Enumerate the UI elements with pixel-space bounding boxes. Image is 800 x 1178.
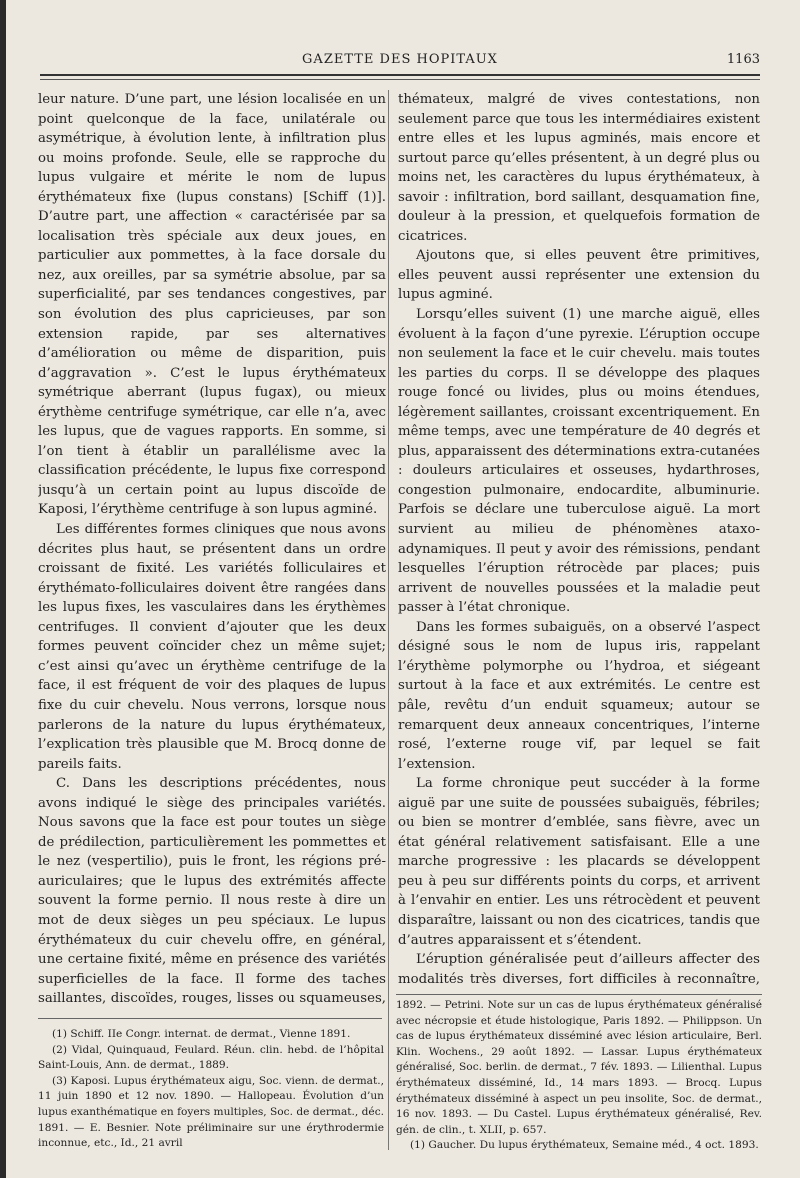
footnote: 1892. — Petrini. Note sur un cas de lupus érythémateux généralisé avec nécropsie et étude histologique, Paris 1892. — Philippson. Un cas de lupus érythémateux disséminé avec lésion articulaire, Berl. Klin. Wochens., 29 août 1892. — Lassar. Lupus érythémateux généralisé, Soc. berlin. de dermat., 7 fév. 1893. — Lilienthal. Lupus érythémateux disséminé, Id., 14 mars 1893. — Brocq. Lupus érythémateux disséminé à aspect un peu insolite, Soc. de dermat., 16 nov. 1893. — Du Castel. Lupus érythémateux généralisé, Rev. gén. de clin., t. XLII, p. 657.: [396, 999, 762, 1136]
paragraph: Ajoutons que, si elles peuvent être primitives, elles peuvent aussi représenter une extension du lupus agminé.: [398, 248, 760, 303]
journal-title: GAZETTE DES HOPITAUX: [302, 52, 498, 67]
footnote-rule: [396, 994, 762, 995]
right-column: [398, 90, 760, 990]
paragraph: thémateux, malgré de vives contestations, non seulement parce que tous les intermédiaires existent entre elles et les lupus agminés, mais encore et surtout parce qu’elles présentent, à un degré plus ou moins net, les caractères du lupus érythémateux, à savoir : infiltration, bord saillant, desquamation fine, douleur à la pression, et quelquefois formation de cicatrices.: [398, 92, 760, 244]
footnote: (1) Schiff. IIe Congr. internat. de dermat., Vienne 1891.: [52, 1028, 351, 1040]
header-rule-thin: [40, 79, 760, 80]
left-column: [38, 90, 386, 1010]
header-rule-thick: [40, 74, 760, 76]
paragraph: Les différentes formes cliniques que nous avons décrites plus haut, se présentent dans un ordre croissant de fixité. Les variétés folliculaires et érythémato-folliculaires doivent être rangées dans les lupus fixes, les vasculaires dans les érythèmes centrifuges. Il convient d’ajouter que les deux formes peuvent coïncider chez un même sujet; c’est ainsi qu’avec un érythème centrifuge de la face, il est fréquent de voir des plaques de lupus fixe du cuir chevelu. Nous verrons, lorsque nous parlerons de la nature du lupus érythémateux, l’explication très plausible que M. Brocq donne de pareils faits.: [38, 522, 386, 772]
paragraph: leur nature. D’une part, une lésion localisée en un point quelconque de la face, unilatérale ou asymétrique, à évolution lente, à infiltration plus ou moins profonde. Seule, elle se rapproche du lupus vulgaire et mérite le nom de lupus érythémateux fixe (lupus constans) [Schiff (1)]. D’autre part, une affection « caractérisée par sa localisation très spéciale aux deux joues, en particulier aux pommettes, à la face dorsale du nez, aux oreilles, par sa symétrie absolue, par sa superficialité, par ses tendances congestives, par son évolution des plus capricieuses, par son extension rapide, par ses alternatives d’amélioration ou même de disparition, puis d’aggravation ». C’est le lupus érythémateux symétrique aberrant (lupus fugax), ou mieux érythème centrifuge symétrique, car elle n’a, avec les lupus, que de vagues rapports. En somme, si l’on tient à établir un parallélisme avec la classification précédente, le lupus fixe correspond jusqu’à un certain point au lupus discoïde de Kaposi, l’érythème centrifuge à son lupus agminé.: [38, 92, 386, 518]
column-separator: [388, 90, 389, 1150]
binding-edge: [0, 0, 6, 1178]
paragraph: Dans les formes subaiguës, on a observé l’aspect désigné sous le nom de lupus iris, rappelant l’érythème polymorphe ou l’hydroa, et siégeant surtout à la face et aux extrémités. Le centre est pâle, revêtu d’un enduit squameux; autour se remarquent deux anneaux concentriques, l’interne rosé, l’externe rouge vif, par lequel se fait l’extension.: [398, 619, 760, 772]
running-header: [40, 52, 760, 72]
footnote-rule: [38, 1018, 382, 1019]
paragraph: L’éruption généralisée peut d’ailleurs affecter des modalités très diverses, fort difficiles à reconnaître,: [398, 952, 760, 987]
paragraph: C. Dans les descriptions précédentes, nous avons indiqué le siège des principales variétés. Nous savons que la face est pour toutes un siège de prédilection, particulièrement les pommettes et le nez (vespertilio), puis le front, les régions pré-auriculaires; que le lupus des extrémités affecte souvent la forme pernio. Il nous reste à dire un mot de deux sièges un peu spéciaux. Le lupus érythémateux du cuir chevelu offre, en général, une certaine fixité, même en présence des variétés superficielles de la face. Il forme des taches saillantes, discoïdes, rouges, lisses ou squameuses,: [38, 776, 386, 1007]
footnote: (1) Gaucher. Du lupus érythémateux, Semaine méd., 4 oct. 1893.: [410, 1139, 759, 1152]
paragraph: La forme chronique peut succéder à la forme aiguë par une suite de poussées subaiguës, fébriles; ou bien se montrer d’emblée, sans fièvre, avec un état général relativement satisfaisant. Elle a une marche progressive : les placards se développent peu à peu sur différents points du corps, et arrivent à l’envahir en entier. Les uns rétrocèdent et peuvent disparaître, laissant ou non des cicatrices, tandis que d’autres apparaissent et s’étendent.: [398, 776, 760, 948]
left-footnotes: [38, 1027, 384, 1152]
right-footnotes: [396, 998, 762, 1154]
page-number: 1163: [726, 52, 760, 67]
footnote: (3) Kaposi. Lupus érythémateux aigu, Soc. vienn. de dermat., 11 juin 1890 et 12 nov. 1890. — Hallopeau. Évolution d’un lupus exanthématique en foyers multiples, Soc. de dermat., déc. 1891. — E. Besnier. Note préliminaire sur une érythrodermie inconnue, etc., Id., 21 avril: [38, 1074, 384, 1150]
paragraph: Lorsqu’elles suivent (1) une marche aiguë, elles évoluent à la façon d’une pyrexie. L’éruption occupe non seulement la face et le cuir chevelu. mais toutes les parties du corps. Il se développe des plaques rouge foncé ou livides, plus ou moins étendues, légèrement saillantes, croissant excentriquement. En même temps, avec une température de 40 degrés et plus, apparaissent des déterminations extra-cutanées : douleurs articulaires et osseuses, hydarthroses, congestion pulmonaire, endocardite, albuminurie. Parfois se déclare une tuberculose aiguë. La mort survient au milieu de phénomènes ataxo-adynamiques. Il peut y avoir des rémissions, pendant lesquelles l’éruption rétrocède par places; puis arrivent de nouvelles poussées et la maladie peut passer à l’état chronique.: [398, 307, 760, 616]
footnote: (2) Vidal, Quinquaud, Feulard. Réun. clin. hebd. de l’hôpital Saint-Louis, Ann. de dermat., 1889.: [38, 1043, 384, 1072]
